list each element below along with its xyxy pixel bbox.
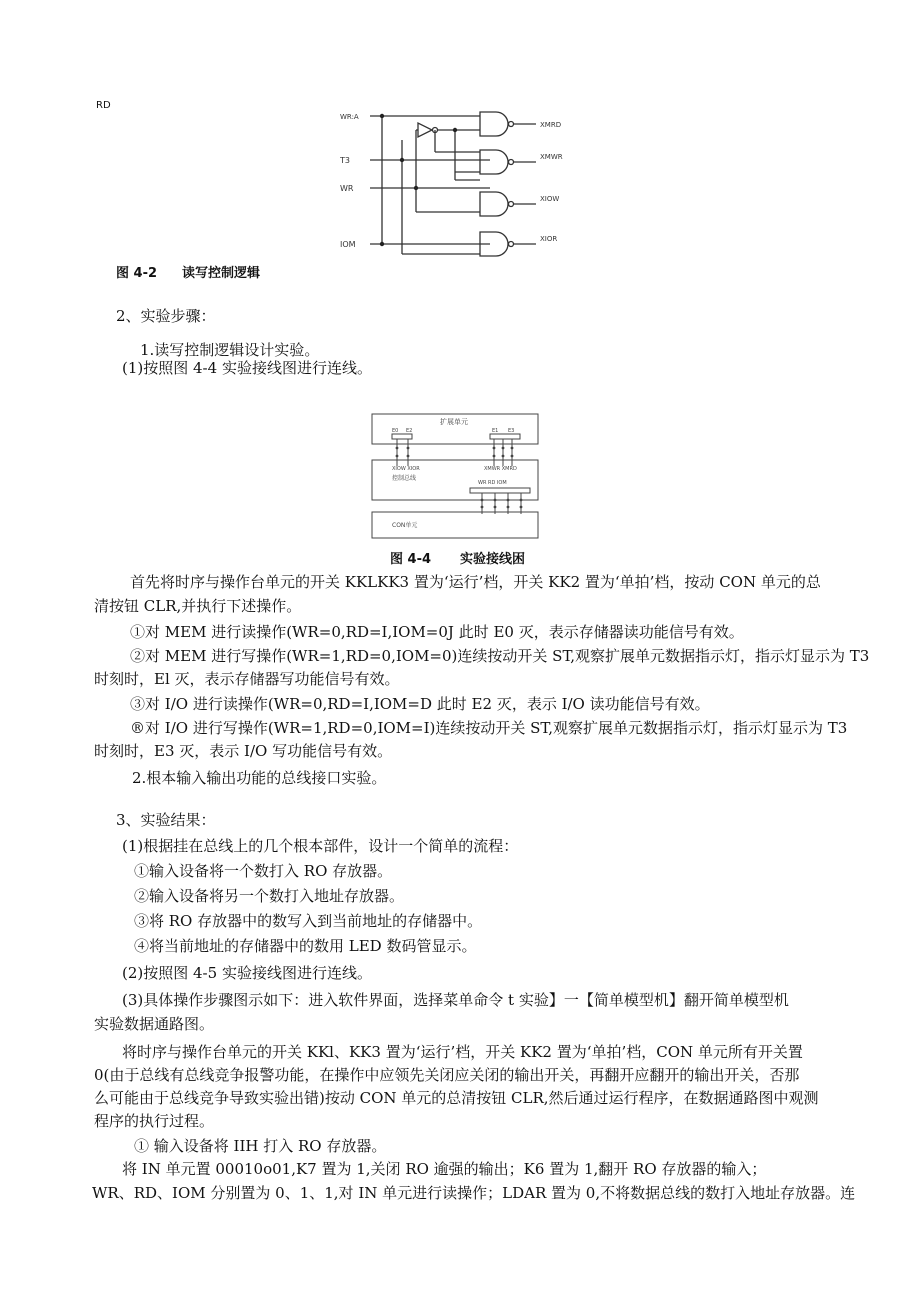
list-item: (1)按照图 4-4 实验接线图进行连线。 <box>122 359 372 377</box>
list-item: ③将 RO 存放器中的数写入到当前地址的存储器中。 <box>134 912 483 930</box>
figure-caption-number: 图 4-4 <box>390 552 432 567</box>
corner-label: RD <box>96 100 111 111</box>
wiring-diagram <box>370 412 540 540</box>
paragraph-line: ®对 I/O 进行写操作(WR=1,RD=0,IOM=I)连续按动开关 ST,观察扩展单元数据指示灯，指示灯显示为 T3 <box>130 719 848 737</box>
paragraph-line: 时刻时，El 灭，表示存储器写功能信号有效。 <box>94 670 400 688</box>
list-item: ① 输入设备将 IIH 打入 RO 存放器。 <box>134 1137 387 1155</box>
paragraph-line: 清按钮 CLR,并执行下述操作。 <box>94 597 302 615</box>
pin-label: XIOW XIOR <box>392 466 420 472</box>
figure-caption-number: 图 4-2 <box>116 266 158 281</box>
paragraph-line: ①对 MEM 进行读操作(WR=0,RD=I,IOM=0J 此时 E0 灭，表示存储器读功能信号有效。 <box>130 623 744 641</box>
paragraph-line: ②对 MEM 进行写操作(WR=1,RD=0,IOM=0)连续按动开关 ST,观察扩展单元数据指示灯，指示灯显示为 T3 <box>130 647 870 665</box>
list-item: ②输入设备将另一个数打入地址存放器。 <box>134 887 405 905</box>
list-item: 1.读写控制逻辑设计实验。 <box>140 341 320 359</box>
unit-label: 扩展单元 <box>440 418 468 426</box>
input-label: WR <box>340 184 354 193</box>
output-label: XIOR <box>540 235 558 243</box>
pin-label: XMWR XMRD <box>484 466 517 472</box>
rw-control-logic-diagram <box>340 100 580 262</box>
list-item: ④将当前地址的存储器中的数用 LED 数码管显示。 <box>134 937 477 955</box>
unit-label: CON单元 <box>392 522 418 529</box>
pin-label: WR RD IOM <box>478 480 507 486</box>
paragraph-line: (3)具体操作步骤图示如下：进入软件界面，选择菜单命令 t 实验】一【简单模型机】翻开简单模型机 <box>122 991 789 1009</box>
input-label: WR:A <box>340 113 359 121</box>
paragraph-line: (1)根据挂在总线上的几个根本部件，设计一个简单的流程： <box>122 837 519 855</box>
paragraph-line: (2)按照图 4-5 实验接线图进行连线。 <box>122 964 372 982</box>
paragraph-line: 将 IN 单元置 00010o01,K7 置为 1,关闭 RO 逾强的输出；K6 置为 1,翻开 RO 存放器的输入； <box>122 1160 767 1178</box>
paragraph-line: 将时序与操作台单元的开关 KKl、KK3 置为‘运行’档，开关 KK2 置为‘单拍’档，CON 单元所有开关置 <box>122 1043 803 1061</box>
unit-label: 控制总线 <box>392 475 417 482</box>
pin-label: E3 <box>508 428 515 434</box>
paragraph-line: WR、RD、IOM 分别置为 0、1、1,对 IN 单元进行读操作；LDAR 置为 0,不将数据总线的数打入地址存放器。连 <box>92 1184 856 1202</box>
paragraph-line: ③对 I/O 进行读操作(WR=0,RD=I,IOM=D 此时 E2 灭，表示 I/O 读功能信号有效。 <box>130 695 710 713</box>
output-label: XIOW <box>540 195 560 203</box>
list-item: ①输入设备将一个数打入 RO 存放器。 <box>134 862 393 880</box>
input-label: T3 <box>340 156 350 165</box>
figure-caption-text: 读写控制逻辑 <box>182 266 261 281</box>
section-heading: 2、实验步骤： <box>116 307 216 325</box>
paragraph-line: 首先将时序与操作台单元的开关 KKLKK3 置为‘运行’档，开关 KK2 置为‘单拍’档，按动 CON 单元的总 <box>130 573 821 591</box>
section-heading: 3、实验结果： <box>116 811 216 829</box>
pin-label: E2 <box>406 428 413 434</box>
paragraph-line: 实验数据通路图。 <box>94 1015 215 1033</box>
output-label: XMWR <box>540 153 563 161</box>
paragraph-line: 程序的执行过程。 <box>94 1112 215 1130</box>
paragraph-line: 么可能由于总线竞争导致实验出错)按动 CON 单元的总清按钮 CLR,然后通过运行程序，在数据通路图中观测 <box>94 1089 819 1107</box>
pin-label: E0 <box>392 428 399 434</box>
figure-caption-text: 实验接线困 <box>460 552 526 567</box>
paragraph-line: 0(由于总线有总线竞争报警功能，在操作中应领先关闭应关闭的输出开关，再翻开应翻开的输出开关，否那 <box>94 1066 800 1084</box>
paragraph-line: 2.根本输入输出功能的总线接口实验。 <box>132 769 387 787</box>
paragraph-line: 时刻时，E3 灭，表示 I/O 写功能信号有效。 <box>94 742 393 760</box>
output-label: XMRD <box>540 121 562 129</box>
input-label: IOM <box>340 240 356 249</box>
pin-label: E1 <box>492 428 499 434</box>
